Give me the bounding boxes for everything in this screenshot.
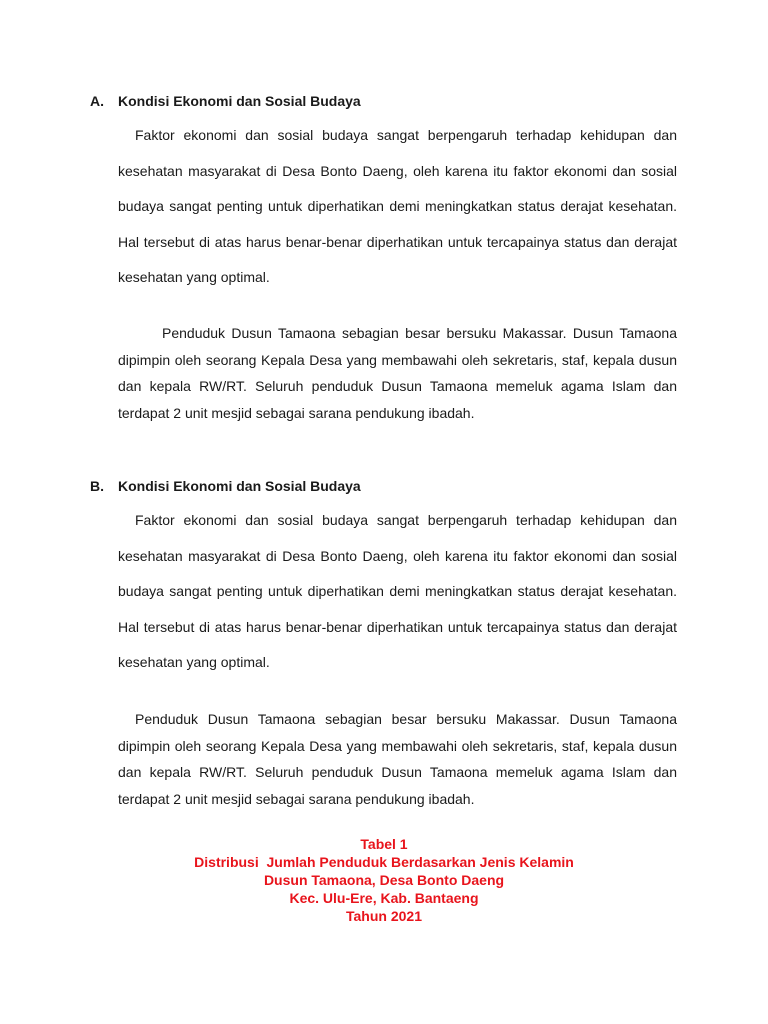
section-b-heading [90,478,361,494]
section-a-title: Kondisi Ekonomi dan Sosial Budaya [118,93,361,109]
section-a-paragraph-1-text: Faktor ekonomi dan sosial budaya sangat berpengaruh terhadap kehidupan dan kesehatan masyarakat di Desa Bonto Daeng, oleh karena itu faktor ekonomi dan sosial budaya sangat penting untuk diperhatikan demi meningkatkan status derajat kesehatan. Hal tersebut di atas harus benar-benar diperhatikan untuk tercapainya status dan derajat kesehatan yang optimal. [118,127,677,285]
section-a-paragraph-1 [118,118,677,296]
table-caption [0,835,768,925]
table-caption-line-4: Kec. Ulu-Ere, Kab. Bantaeng [289,890,479,906]
table-caption-line-3: Dusun Tamaona, Desa Bonto Daeng [263,872,505,888]
section-b-paragraph-1 [118,503,677,681]
section-b-title: Kondisi Ekonomi dan Sosial Budaya [118,478,361,494]
section-b-paragraph-1-text: Faktor ekonomi dan sosial budaya sangat berpengaruh terhadap kehidupan dan kesehatan masyarakat di Desa Bonto Daeng, oleh karena itu faktor ekonomi dan sosial budaya sangat penting untuk diperhatikan demi meningkatkan status derajat kesehatan. Hal tersebut di atas harus benar-benar diperhatikan untuk tercapainya status dan derajat kesehatan yang optimal. [118,512,677,670]
section-a-paragraph-2 [118,320,677,426]
table-caption-line-1: Tabel 1 [360,836,408,852]
table-caption-line-2: Distribusi Jumlah Penduduk Berdasarkan Jenis Kelamin [194,854,574,870]
section-a-paragraph-2-text: Penduduk Dusun Tamaona sebagian besar bersuku Makassar. Dusun Tamaona dipimpin oleh seorang Kepala Desa yang membawahi oleh sekretaris, staf, kepala dusun dan kepala RW/RT. Seluruh penduduk Dusun Tamaona memeluk agama Islam dan terdapat 2 unit mesjid sebagai sarana pendukung ibadah. [118,325,677,421]
table-caption-line-5: Tahun 2021 [346,908,422,924]
section-b-letter: B. [90,478,104,494]
section-b-paragraph-2-text: Penduduk Dusun Tamaona sebagian besar bersuku Makassar. Dusun Tamaona dipimpin oleh seorang Kepala Desa yang membawahi oleh sekretaris, staf, kepala dusun dan kepala RW/RT. Seluruh penduduk Dusun Tamaona memeluk agama Islam dan terdapat 2 unit mesjid sebagai sarana pendukung ibadah. [118,711,677,807]
section-b-paragraph-2 [118,706,677,812]
section-a-letter: A. [90,93,104,109]
section-a-heading [90,93,361,109]
